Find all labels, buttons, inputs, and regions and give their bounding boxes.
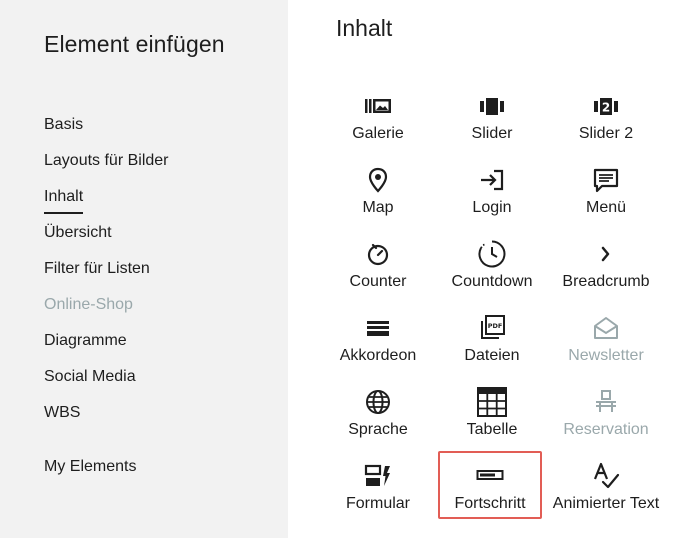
tile-label: Slider: [471, 125, 513, 142]
countdown-icon: [477, 239, 507, 269]
tile-label: Counter: [349, 273, 407, 290]
menu-icon: [591, 165, 621, 195]
tile-login[interactable]: [440, 159, 544, 223]
tile-animierter-text[interactable]: [548, 455, 664, 519]
tile-sprache[interactable]: [326, 381, 430, 445]
globe-icon: [363, 387, 393, 417]
slider-2-icon: [591, 91, 621, 121]
tile-map[interactable]: [326, 159, 430, 223]
tile-label: Animierter Text: [552, 495, 660, 512]
nav-item-online-shop: Online-Shop: [44, 296, 133, 313]
tile-slider[interactable]: [440, 85, 544, 149]
tile-label: Galerie: [352, 125, 404, 142]
svg-text:2: 2: [601, 100, 611, 115]
tile-formular[interactable]: [326, 455, 430, 519]
table-icon: [477, 387, 507, 417]
animated-text-icon: [591, 461, 621, 491]
nav-item-layouts-fuer-bilder[interactable]: Layouts für Bilder: [44, 152, 169, 169]
accordion-icon: [363, 313, 393, 343]
nav-item-filter-fuer-listen[interactable]: Filter für Listen: [44, 260, 150, 277]
nav-item-social-media[interactable]: Social Media: [44, 368, 136, 385]
tile-galerie[interactable]: [326, 85, 430, 149]
chevron-right-icon: [591, 239, 621, 269]
tile-fortschritt[interactable]: [438, 451, 542, 519]
tile-label: Breadcrumb: [562, 273, 650, 290]
tile-label: Map: [362, 199, 394, 216]
nav-item-basis[interactable]: Basis: [44, 116, 84, 133]
reservation-icon: [591, 387, 621, 417]
tile-breadcrumb[interactable]: [554, 233, 658, 297]
tile-akkordeon[interactable]: [326, 307, 430, 371]
nav-item-diagramme[interactable]: Diagramme: [44, 332, 127, 349]
tile-label: Tabelle: [466, 421, 518, 438]
nav-item-wbs[interactable]: WBS: [44, 404, 81, 421]
tile-menue[interactable]: [554, 159, 658, 223]
login-icon: [477, 165, 507, 195]
tile-label: Dateien: [464, 347, 520, 364]
element-panel: [288, 0, 689, 538]
tile-label: Slider 2: [578, 125, 634, 142]
tile-label: Newsletter: [568, 347, 644, 364]
form-icon: [363, 461, 393, 491]
counter-icon: [363, 239, 393, 269]
nav-item-inhalt[interactable]: Inhalt: [44, 188, 84, 205]
tile-label: Formular: [345, 495, 410, 512]
tile-counter[interactable]: [326, 233, 430, 297]
tile-label: Countdown: [451, 273, 533, 290]
tile-label: Login: [472, 199, 512, 216]
nav-item-my-elements[interactable]: My Elements: [44, 458, 137, 475]
tile-label: Fortschritt: [454, 495, 526, 512]
map-pin-icon: [363, 165, 393, 195]
nav-item-uebersicht[interactable]: Übersicht: [44, 224, 112, 241]
pdf-files-icon: [477, 313, 507, 343]
slider-icon: [477, 91, 507, 121]
tile-newsletter: [554, 307, 658, 371]
tile-label: Menü: [585, 199, 627, 216]
tile-label: Akkordeon: [339, 347, 417, 364]
tile-label: Sprache: [348, 421, 408, 438]
tile-tabelle[interactable]: [440, 381, 544, 445]
tile-label: Reservation: [563, 421, 649, 438]
tile-slider-2[interactable]: [554, 85, 658, 149]
tile-dateien[interactable]: [440, 307, 544, 371]
tile-reservation: [554, 381, 658, 445]
progress-bar-icon: [475, 461, 505, 491]
sidebar: [0, 0, 288, 538]
sidebar-title: Element einfügen: [44, 31, 225, 57]
gallery-icon: [363, 91, 393, 121]
panel-title: Inhalt: [336, 15, 393, 41]
tile-countdown[interactable]: [440, 233, 544, 297]
svg-text:PDF: PDF: [487, 322, 503, 330]
envelope-icon: [591, 313, 621, 343]
